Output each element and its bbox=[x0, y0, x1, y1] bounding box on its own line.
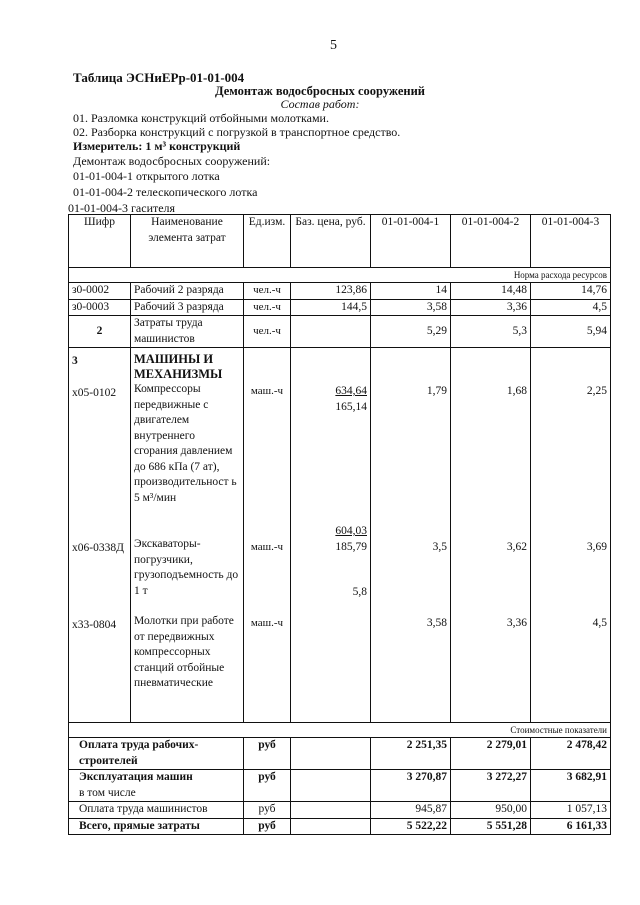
totals-value-3: 6 161,33 bbox=[531, 818, 611, 835]
machine-3-price: 5,8 bbox=[352, 586, 367, 598]
machine-2-code: х06-0338Д bbox=[72, 542, 124, 554]
header-name: Наименование элемента затрат bbox=[131, 215, 244, 268]
row-value-3: 4,5 bbox=[531, 299, 611, 316]
section-label-consumption: Норма расхода ресурсов bbox=[69, 268, 611, 283]
machine-1-value-1: 1,79 bbox=[426, 385, 447, 397]
table-label: Таблица ЭСНиЕРр-01-01-004 bbox=[73, 70, 245, 85]
header-unit: Ед.изм. bbox=[244, 215, 291, 268]
row-unit: чел.-ч bbox=[244, 316, 291, 348]
totals-unit: руб bbox=[244, 818, 291, 835]
totals-name-cell bbox=[69, 770, 244, 802]
scope-item-2: 01-01-004-2 телескопического лотка bbox=[73, 185, 258, 199]
row-code: 2 bbox=[69, 316, 131, 348]
machine-2-value-1: 3,5 bbox=[432, 540, 447, 553]
document-heading: Демонтаж водосбросных сооружений bbox=[215, 84, 425, 98]
totals-unit: руб bbox=[244, 770, 291, 802]
table-row bbox=[69, 283, 611, 300]
row-value-1: 3,58 bbox=[371, 299, 451, 316]
row-name: Рабочий 2 разряда bbox=[131, 283, 244, 300]
machines-units-cell bbox=[244, 348, 291, 723]
totals-value-2: 950,00 bbox=[451, 802, 531, 819]
totals-unit: руб bbox=[244, 802, 291, 819]
row-value-2: 14,48 bbox=[451, 283, 531, 300]
machine-1-unit: маш.-ч bbox=[250, 385, 284, 397]
machine-3-code: х33-0804 bbox=[72, 618, 117, 631]
totals-price bbox=[291, 770, 371, 802]
machine-3-value-3: 4,5 bbox=[592, 617, 607, 629]
totals-value-3: 3 682,91 bbox=[531, 770, 611, 802]
row-price bbox=[291, 316, 371, 348]
row-name: Рабочий 3 разряда bbox=[131, 299, 244, 316]
row-value-3: 5,94 bbox=[531, 316, 611, 348]
machines-names-cell bbox=[131, 348, 244, 723]
totals-row bbox=[69, 770, 611, 802]
totals-value-2: 3 272,27 bbox=[451, 770, 531, 802]
header-price: Баз. цена, руб. bbox=[291, 215, 371, 268]
totals-row bbox=[69, 738, 611, 770]
totals-value-3: 2 478,42 bbox=[531, 738, 611, 770]
row-price: 123,86 bbox=[291, 283, 371, 300]
machine-1-price-secondary: 165,14 bbox=[335, 400, 367, 413]
totals-row bbox=[69, 818, 611, 835]
header-col-3: 01-01-004-3 bbox=[531, 215, 611, 268]
machines-block bbox=[69, 348, 611, 723]
machine-2-price: 604,03 bbox=[335, 525, 367, 537]
machines-values-1-cell bbox=[371, 348, 451, 723]
machine-1-value-2: 1,68 bbox=[506, 385, 527, 397]
machine-3-unit: маш.-ч bbox=[250, 617, 284, 629]
scope-title: Демонтаж водосбросных сооружений: bbox=[73, 154, 271, 168]
machine-3-value-2: 3,36 bbox=[506, 617, 527, 629]
machine-1-code: х05-0102 bbox=[72, 386, 117, 399]
totals-name: Эксплуатация машин bbox=[79, 771, 193, 783]
machine-2-value-2: 3,62 bbox=[506, 540, 527, 553]
totals-price bbox=[291, 818, 371, 835]
section-row-consumption bbox=[69, 268, 611, 283]
totals-price bbox=[291, 802, 371, 819]
header-col-1: 01-01-004-1 bbox=[371, 215, 451, 268]
machines-values-3-cell bbox=[531, 348, 611, 723]
machines-prices-cell bbox=[291, 348, 371, 723]
page-number: 5 bbox=[330, 38, 337, 53]
row-code: з0-0003 bbox=[69, 299, 131, 316]
machine-2-unit: маш.-ч bbox=[250, 540, 284, 553]
totals-price bbox=[291, 738, 371, 770]
header-code: Шифр bbox=[69, 215, 131, 268]
machine-3-name: Молотки при работе от передвижных компрессорных станций отбойные пневматические bbox=[134, 615, 234, 689]
header-col-2: 01-01-004-2 bbox=[451, 215, 531, 268]
machines-section-title: МАШИНЫ И МЕХАНИЗМЫ bbox=[134, 352, 223, 381]
totals-value-3: 1 057,13 bbox=[531, 802, 611, 819]
machine-1-price: 634,64 bbox=[335, 385, 367, 397]
row-price: 144,5 bbox=[291, 299, 371, 316]
machines-section-number: 3 bbox=[72, 355, 78, 367]
machine-2-value-3: 3,69 bbox=[586, 540, 607, 553]
table-row bbox=[69, 299, 611, 316]
row-value-1: 5,29 bbox=[371, 316, 451, 348]
totals-unit: руб bbox=[244, 738, 291, 770]
totals-value-1: 2 251,35 bbox=[371, 738, 451, 770]
scope-item-1: 01-01-004-1 открытого лотка bbox=[73, 169, 220, 183]
machine-2-name: Экскаваторы-погрузчики, грузоподъемность до 1 т bbox=[134, 538, 239, 597]
row-value-3: 14,76 bbox=[531, 283, 611, 300]
totals-row bbox=[69, 802, 611, 819]
totals-name: Оплата труда машинистов bbox=[69, 802, 244, 819]
totals-value-2: 2 279,01 bbox=[451, 738, 531, 770]
work-item-1: 01. Разломка конструкций отбойными молотками. bbox=[73, 111, 329, 125]
machines-codes-cell bbox=[69, 348, 131, 723]
work-item-2: 02. Разборка конструкций с погрузкой в транспортное средство. bbox=[73, 125, 401, 139]
totals-value-1: 3 270,87 bbox=[371, 770, 451, 802]
row-unit: чел.-ч bbox=[244, 299, 291, 316]
totals-value-1: 5 522,22 bbox=[371, 818, 451, 835]
table-header-row bbox=[69, 215, 611, 268]
row-value-2: 5,3 bbox=[451, 316, 531, 348]
meter-line: Измеритель: 1 м³ конструкций bbox=[73, 139, 241, 153]
totals-name: Оплата труда рабочих-строителей bbox=[69, 738, 244, 770]
work-composition-title: Состав работ: bbox=[280, 97, 360, 111]
table-row bbox=[69, 316, 611, 348]
machine-1-value-3: 2,25 bbox=[586, 385, 607, 397]
machine-1-name: Компрессоры передвижные с двигателем внутреннего сгорания давлением до 686 кПа (7 ат), производительност ь 5 м³/мин bbox=[134, 383, 237, 504]
totals-value-1: 945,87 bbox=[371, 802, 451, 819]
totals-value-2: 5 551,28 bbox=[451, 818, 531, 835]
machine-2-price-secondary: 185,79 bbox=[335, 540, 367, 553]
section-row-costs bbox=[69, 723, 611, 738]
section-label-costs: Стоимостные показатели bbox=[69, 723, 611, 738]
row-value-2: 3,36 bbox=[451, 299, 531, 316]
row-unit: чел.-ч bbox=[244, 283, 291, 300]
row-code: з0-0002 bbox=[69, 283, 131, 300]
scope-item-3: 01-01-004-3 гасителя bbox=[68, 201, 176, 215]
totals-name: Всего, прямые затраты bbox=[69, 818, 244, 835]
machine-3-value-1: 3,58 bbox=[426, 617, 447, 629]
machines-values-2-cell bbox=[451, 348, 531, 723]
row-value-1: 14 bbox=[371, 283, 451, 300]
totals-subnote: в том числе bbox=[79, 786, 136, 799]
row-name: Затраты труда машинистов bbox=[131, 316, 244, 348]
resource-norm-table bbox=[68, 214, 611, 835]
